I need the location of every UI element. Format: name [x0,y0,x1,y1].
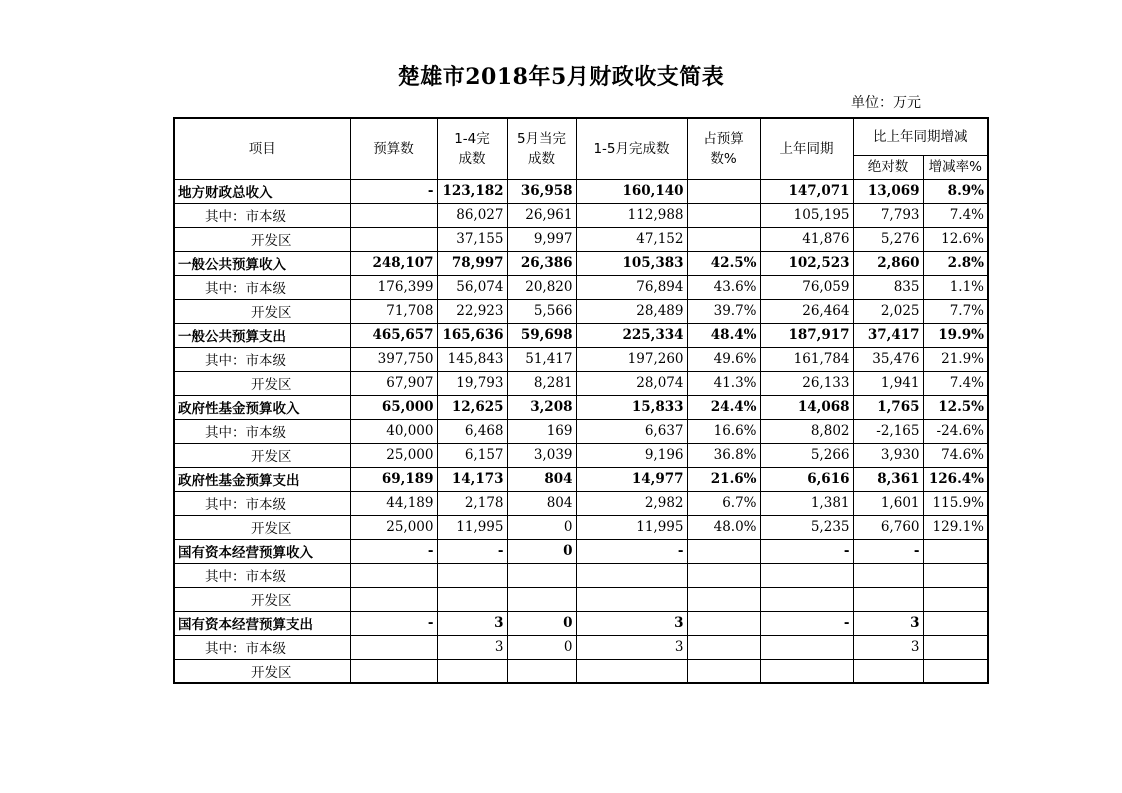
cell-may: 26,386 [507,251,576,275]
cell-budget [350,227,437,251]
cell-pct-budget: 21.6% [687,467,760,491]
cell-jan-may: 11,995 [576,515,687,539]
cell-jan-may: 15,833 [576,395,687,419]
cell-abs: 8,361 [853,467,923,491]
cell-jan-apr: 12,625 [437,395,507,419]
table-row [174,347,988,371]
cell-budget: 25,000 [350,515,437,539]
cell-last-year: 105,195 [760,203,853,227]
cell-budget [350,587,437,611]
table-row [174,323,988,347]
cell-abs: 3,930 [853,443,923,467]
cell-rate: 21.9% [923,347,988,371]
cell-pct-budget [687,659,760,683]
cell-jan-may [576,563,687,587]
cell-may [507,563,576,587]
cell-rate: 1.1% [923,275,988,299]
cell-pct-budget [687,635,760,659]
cell-jan-apr [437,563,507,587]
cell-jan-may: 76,894 [576,275,687,299]
cell-budget: - [350,179,437,203]
cell-rate [923,587,988,611]
cell-may: 0 [507,635,576,659]
cell-pct-budget: 39.7% [687,299,760,323]
cell-jan-may: 6,637 [576,419,687,443]
row-label: 政府性基金预算支出 [174,467,350,491]
cell-may: 20,820 [507,275,576,299]
cell-abs: 2,025 [853,299,923,323]
header-jan-apr: 1-4完成数 [437,118,507,179]
cell-may: 0 [507,515,576,539]
cell-jan-may: 14,977 [576,467,687,491]
cell-jan-apr: 2,178 [437,491,507,515]
cell-budget: 71,708 [350,299,437,323]
cell-last-year: - [760,539,853,563]
cell-abs: 1,941 [853,371,923,395]
cell-budget: 40,000 [350,419,437,443]
cell-rate: 2.8% [923,251,988,275]
cell-may: 8,281 [507,371,576,395]
cell-budget: 67,907 [350,371,437,395]
table-row [174,299,988,323]
row-label: 开发区 [174,299,350,323]
cell-may: 5,566 [507,299,576,323]
table-row [174,467,988,491]
cell-jan-may: - [576,539,687,563]
cell-jan-may: 225,334 [576,323,687,347]
cell-abs: 3 [853,635,923,659]
table-row [174,443,988,467]
cell-abs [853,563,923,587]
cell-may: 3,039 [507,443,576,467]
cell-budget [350,203,437,227]
cell-jan-apr [437,659,507,683]
table-row [174,635,988,659]
cell-jan-may: 112,988 [576,203,687,227]
table-row [174,251,988,275]
cell-jan-may: 3 [576,635,687,659]
row-label: 一般公共预算支出 [174,323,350,347]
cell-may: 59,698 [507,323,576,347]
row-label: 其中：市本级 [174,203,350,227]
row-label: 其中：市本级 [174,491,350,515]
cell-pct-budget [687,563,760,587]
cell-pct-budget [687,203,760,227]
finance-table [173,117,989,684]
cell-budget: 69,189 [350,467,437,491]
header-item: 项目 [174,118,350,179]
cell-may: 804 [507,491,576,515]
cell-budget: 465,657 [350,323,437,347]
header-budget: 预算数 [350,118,437,179]
cell-jan-may: 28,074 [576,371,687,395]
cell-jan-may: 9,196 [576,443,687,467]
cell-pct-budget: 16.6% [687,419,760,443]
cell-rate [923,635,988,659]
row-label: 开发区 [174,659,350,683]
cell-last-year [760,587,853,611]
cell-pct-budget: 48.4% [687,323,760,347]
cell-jan-apr: 14,173 [437,467,507,491]
row-label: 其中：市本级 [174,347,350,371]
page-title: 楚雄市2018年5月财政收支简表 [397,64,725,90]
cell-last-year: 8,802 [760,419,853,443]
cell-last-year [760,659,853,683]
cell-jan-may [576,587,687,611]
cell-last-year [760,563,853,587]
cell-jan-apr [437,587,507,611]
table-row [174,611,988,635]
cell-abs: 1,765 [853,395,923,419]
cell-rate: 7.4% [923,371,988,395]
cell-abs: -2,165 [853,419,923,443]
cell-abs: 13,069 [853,179,923,203]
table-row [174,275,988,299]
cell-jan-apr: 3 [437,635,507,659]
cell-jan-apr: 6,157 [437,443,507,467]
cell-jan-apr: - [437,539,507,563]
table-row [174,227,988,251]
cell-rate: 7.7% [923,299,988,323]
cell-jan-may: 197,260 [576,347,687,371]
row-label: 开发区 [174,227,350,251]
cell-abs [853,659,923,683]
table-row [174,587,988,611]
cell-last-year [760,635,853,659]
cell-may [507,659,576,683]
cell-budget: - [350,539,437,563]
cell-pct-budget: 24.4% [687,395,760,419]
cell-abs: 1,601 [853,491,923,515]
table-row [174,203,988,227]
cell-jan-may: 2,982 [576,491,687,515]
row-label: 其中：市本级 [174,563,350,587]
cell-abs: 2,860 [853,251,923,275]
row-label: 开发区 [174,371,350,395]
cell-last-year: 26,464 [760,299,853,323]
cell-budget [350,563,437,587]
cell-rate: 129.1% [923,515,988,539]
cell-may: 51,417 [507,347,576,371]
cell-rate [923,563,988,587]
cell-rate: 74.6% [923,443,988,467]
cell-rate: -24.6% [923,419,988,443]
cell-jan-apr: 123,182 [437,179,507,203]
header-may: 5月当完成数 [507,118,576,179]
cell-jan-may [576,659,687,683]
row-label: 国有资本经营预算支出 [174,611,350,635]
unit-label: 单位：万元 [851,95,921,111]
cell-jan-apr: 56,074 [437,275,507,299]
cell-jan-apr: 6,468 [437,419,507,443]
cell-jan-may: 28,489 [576,299,687,323]
cell-abs: 6,760 [853,515,923,539]
cell-pct-budget [687,587,760,611]
row-label: 开发区 [174,515,350,539]
header-abs: 绝对数 [853,155,923,179]
cell-rate: 12.6% [923,227,988,251]
cell-abs: 35,476 [853,347,923,371]
table-row [174,395,988,419]
row-label: 政府性基金预算收入 [174,395,350,419]
cell-jan-apr: 165,636 [437,323,507,347]
cell-budget [350,659,437,683]
cell-last-year: 1,381 [760,491,853,515]
cell-jan-apr: 11,995 [437,515,507,539]
row-label: 开发区 [174,587,350,611]
cell-jan-apr: 3 [437,611,507,635]
cell-rate: 8.9% [923,179,988,203]
cell-jan-may: 105,383 [576,251,687,275]
cell-budget: 248,107 [350,251,437,275]
cell-last-year: 5,235 [760,515,853,539]
header-compare-group: 比上年同期增减 [853,118,988,155]
table-row [174,539,988,563]
cell-last-year: 41,876 [760,227,853,251]
cell-rate: 7.4% [923,203,988,227]
cell-may: 36,958 [507,179,576,203]
cell-abs: 7,793 [853,203,923,227]
table-row [174,419,988,443]
cell-last-year: 147,071 [760,179,853,203]
cell-jan-apr: 86,027 [437,203,507,227]
row-label: 其中：市本级 [174,275,350,299]
table-row [174,563,988,587]
cell-pct-budget [687,227,760,251]
cell-pct-budget: 43.6% [687,275,760,299]
header-last-year: 上年同期 [760,118,853,179]
cell-last-year: 76,059 [760,275,853,299]
cell-last-year: 187,917 [760,323,853,347]
header-jan-may: 1-5月完成数 [576,118,687,179]
cell-pct-budget: 6.7% [687,491,760,515]
cell-rate [923,659,988,683]
cell-budget: - [350,611,437,635]
cell-abs: 3 [853,611,923,635]
row-label: 一般公共预算收入 [174,251,350,275]
cell-budget: 397,750 [350,347,437,371]
table-row [174,659,988,683]
cell-pct-budget [687,539,760,563]
cell-last-year: 161,784 [760,347,853,371]
cell-abs: - [853,539,923,563]
cell-may: 3,208 [507,395,576,419]
cell-jan-apr: 19,793 [437,371,507,395]
cell-pct-budget: 49.6% [687,347,760,371]
cell-pct-budget: 36.8% [687,443,760,467]
cell-pct-budget: 48.0% [687,515,760,539]
cell-may: 0 [507,611,576,635]
row-label: 其中：市本级 [174,419,350,443]
table-row [174,371,988,395]
cell-may: 0 [507,539,576,563]
table-row [174,491,988,515]
cell-last-year: 6,616 [760,467,853,491]
cell-may: 9,997 [507,227,576,251]
row-label: 开发区 [174,443,350,467]
cell-last-year: 26,133 [760,371,853,395]
cell-pct-budget [687,179,760,203]
cell-rate: 115.9% [923,491,988,515]
cell-jan-may: 160,140 [576,179,687,203]
table-row [174,515,988,539]
header-rate: 增减率% [923,155,988,179]
cell-last-year: - [760,611,853,635]
cell-pct-budget [687,611,760,635]
cell-pct-budget: 42.5% [687,251,760,275]
cell-budget: 44,189 [350,491,437,515]
cell-may: 169 [507,419,576,443]
cell-abs: 835 [853,275,923,299]
row-label: 其中：市本级 [174,635,350,659]
cell-last-year: 5,266 [760,443,853,467]
cell-rate: 12.5% [923,395,988,419]
cell-abs [853,587,923,611]
cell-jan-apr: 37,155 [437,227,507,251]
cell-budget: 65,000 [350,395,437,419]
cell-abs: 5,276 [853,227,923,251]
cell-budget: 25,000 [350,443,437,467]
cell-may: 804 [507,467,576,491]
cell-rate: 126.4% [923,467,988,491]
header-pct-budget: 占预算数% [687,118,760,179]
table-row [174,179,988,203]
cell-rate [923,539,988,563]
cell-may [507,587,576,611]
cell-jan-apr: 145,843 [437,347,507,371]
cell-pct-budget: 41.3% [687,371,760,395]
cell-rate [923,611,988,635]
row-label: 地方财政总收入 [174,179,350,203]
cell-abs: 37,417 [853,323,923,347]
cell-last-year: 14,068 [760,395,853,419]
cell-jan-apr: 78,997 [437,251,507,275]
cell-jan-apr: 22,923 [437,299,507,323]
cell-rate: 19.9% [923,323,988,347]
cell-jan-may: 3 [576,611,687,635]
cell-last-year: 102,523 [760,251,853,275]
cell-budget [350,635,437,659]
cell-budget: 176,399 [350,275,437,299]
cell-may: 26,961 [507,203,576,227]
cell-jan-may: 47,152 [576,227,687,251]
row-label: 国有资本经营预算收入 [174,539,350,563]
